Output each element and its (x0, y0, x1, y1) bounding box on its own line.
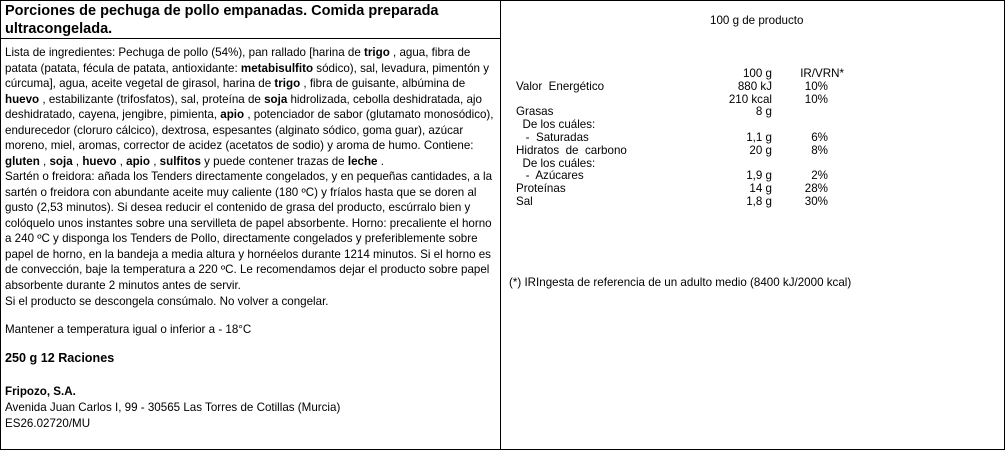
nutrient-label: Sal (516, 194, 533, 208)
ingredient-text: , estabilizante (trifosfatos), sal, proteína de (39, 92, 265, 106)
company-info (5, 384, 340, 432)
nutrition-footnote: (*) IRIngesta de referencia de un adulto medio (8400 kJ/2000 kcal) (509, 276, 852, 289)
nutrient-label: De los cuáles: (516, 156, 596, 170)
nutrient-percent: 28% (804, 182, 828, 196)
nutrient-amount: 1,8 g (746, 194, 772, 208)
nutrient-label: - Saturadas (516, 130, 589, 144)
ingredient-text: hidrolizada, cebolla deshidratada, ajo deshidratado, cayena, jengibre, pimienta, (5, 92, 482, 121)
nutrient-label: De los cuáles: (516, 118, 596, 132)
ingredient-text: Lista de ingredientes: Pechuga de pollo (54%), pan rallado [harina de (5, 46, 365, 59)
nutrient-percent: 10% (804, 92, 828, 106)
nutrient-label: Grasas (516, 105, 554, 119)
nutrient-amount: 14 g (749, 182, 772, 196)
nutrient-amount: 1,9 g (746, 169, 772, 183)
ingredient-text: , (116, 154, 127, 168)
ingredient-text: . (377, 154, 384, 168)
allergen: gluten (5, 154, 40, 168)
nutrient-percent: 6% (811, 130, 828, 144)
ingredient-text: , (72, 154, 83, 168)
col-amount-header: 100 g (742, 67, 772, 80)
nutrient-amount: 210 kcal (728, 92, 772, 106)
nutrient-percent: 8% (811, 143, 828, 157)
allergen: trigo (364, 46, 390, 59)
column-divider (500, 0, 501, 450)
nutrient-label: - Azúcares (516, 169, 584, 183)
nutrient-amount: 880 kJ (737, 79, 772, 93)
company-name: Fripozo, S.A. (5, 385, 76, 398)
storage-instructions: Mantener a temperatura igual o inferior a - 18°C (5, 323, 252, 336)
allergen: soja (264, 92, 288, 106)
nutrient-amount: 1,1 g (746, 130, 772, 144)
title-block (5, 2, 500, 38)
col-pct-header: IR/VRN* (800, 67, 844, 80)
preparation-instructions: Sartén o freidora: añada los Tenders directamente congelados, y en pequeñas cantidades, a la sartén o freidora con abundante aceite muy caliente (180 ºC) y fríalos hasta que se doren al gusto (2,53 minutos). Si desea reducir el contenido de grasa del producto, escúrralo bien y colóquelo unos instantes sobre una servilleta de papel absorbente. Horno: precaliente el horno a 240 ºC y disponga los Tenders de Pollo, directamente congelados y preferiblemente sobre papel de horno, en la bandeja a media altura y hornéelos durante 1214 minutos. Si el horno es de convección, baje la temperatura a 220 ºC. Le recomendamos dejar el producto sobre papel absorbente durante 2 minutos antes de servir. (5, 170, 493, 292)
refreeze-warning: Si el producto se descongela consúmalo. No volver a congelar. (5, 295, 329, 308)
nutrient-label: Valor Energético (516, 79, 605, 93)
company-registry: ES26.02720/MU (5, 417, 91, 430)
allergen: sulfitos (159, 154, 201, 168)
product-title: Porciones de pechuga de pollo empanadas. Comida preparada ultracongelada. (5, 3, 439, 37)
allergen: leche (347, 154, 378, 168)
nutrient-amount: 20 g (749, 143, 772, 157)
allergen: metabisulfito (240, 61, 314, 75)
allergen: soja (49, 154, 73, 168)
nutrient-label: Hidratos de carbono (516, 143, 627, 157)
allergen: huevo (5, 92, 40, 106)
ingredient-text: , agua, fibra de patata (patata, fécula de patata, antioxidante: (5, 46, 471, 75)
allergen: trigo (274, 77, 301, 90)
nutrient-percent: 2% (811, 169, 828, 183)
ingredient-text: , (39, 154, 50, 168)
allergen: huevo (82, 154, 117, 168)
ingredients-list (5, 45, 500, 169)
allergen: apio (126, 154, 150, 168)
ingredient-text: , (150, 154, 160, 168)
ingredient-text: y puede contener trazas de (200, 154, 348, 168)
nutrient-amount: 8 g (755, 105, 772, 119)
allergen: apio (220, 108, 245, 121)
net-weight: 250 g 12 Raciones (5, 351, 115, 365)
ingredient-text: sódico), sal, levadura, pimentón y cúrcuma], agua, aceite vegetal de girasol, harina de (5, 61, 490, 90)
title-divider (0, 38, 500, 39)
company-address: Avenida Juan Carlos I, 99 - 30565 Las Torres de Cotillas (Murcia) (5, 401, 341, 414)
ingredient-text: , potenciador de sabor (glutamato monosódico), endurecedor (cloruro cálcico), dextrosa, espesantes (alginato sódico, goma guar), azúcar moreno, miel, aromas, corrector de acidez (acetatos de sodio) y aroma de humo. Contiene: (5, 108, 494, 152)
nutrient-label: Proteínas (516, 182, 566, 196)
nutrient-percent: 10% (804, 79, 828, 93)
ingredient-text: , fibra de guisante, albúmina de (300, 77, 466, 90)
nutrient-percent: 30% (804, 194, 828, 208)
nutrition-header: 100 g de producto (710, 14, 804, 27)
